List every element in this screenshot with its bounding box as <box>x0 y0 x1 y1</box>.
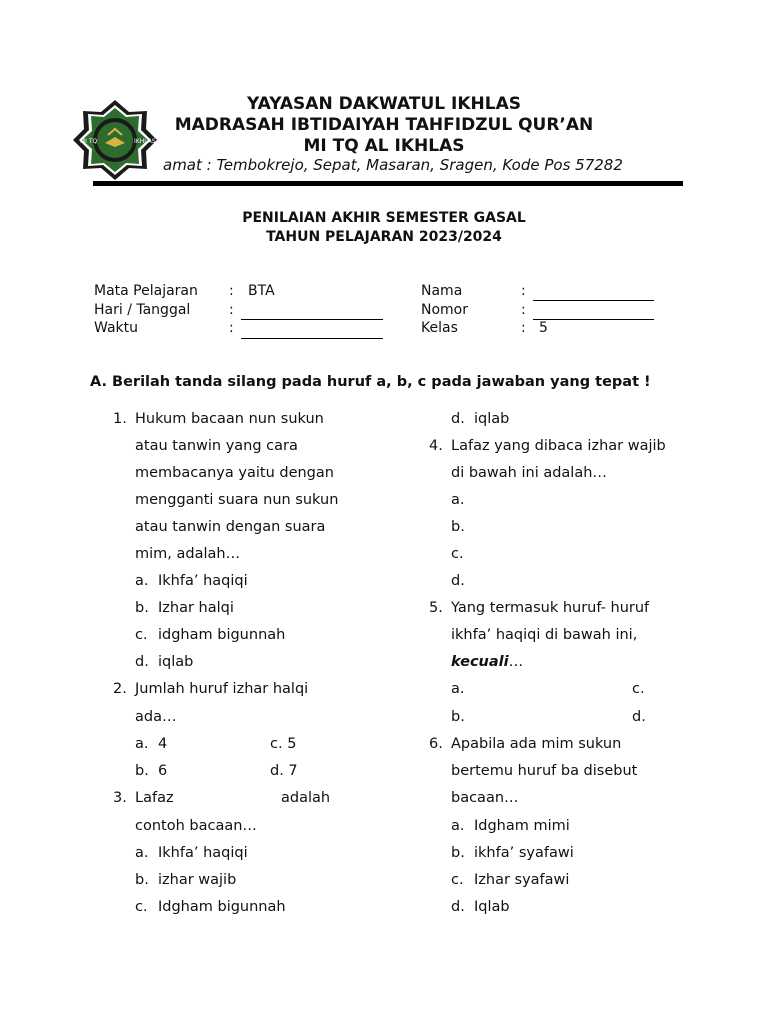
q1-option-letter[interactable]: b. <box>135 600 149 616</box>
q1-text-line: mim, adalah… <box>135 546 241 562</box>
exam-title: PENILAIAN AKHIR SEMESTER GASAL <box>242 210 526 226</box>
q4-option-letter[interactable]: c. <box>451 546 464 562</box>
q6-option-text: Izhar syafawi <box>474 872 570 888</box>
q3-option-text: iqlab <box>474 411 510 427</box>
name-label: Nama <box>421 283 463 299</box>
date-label: Hari / Tanggal <box>94 302 191 318</box>
q6-option-letter[interactable]: c. <box>451 872 464 888</box>
exam-year: TAHUN PELAJARAN 2023/2024 <box>266 229 502 245</box>
q2-text-line: ada… <box>135 709 177 725</box>
q2-option-d[interactable]: d. 7 <box>270 763 298 779</box>
q5-emphasis: kecuali <box>451 654 509 670</box>
q5-option-a[interactable]: a. <box>451 681 465 697</box>
q5-option-d[interactable]: d. <box>632 709 646 725</box>
q5-option-c[interactable]: c. <box>632 681 645 697</box>
logo-text-right: IKHLAS <box>134 138 156 145</box>
q2-option-b-letter[interactable]: b. <box>135 763 149 779</box>
subject-colon: : <box>229 283 234 299</box>
date-field[interactable] <box>241 319 383 320</box>
school-address: amat : Tembokrejo, Sepat, Masaran, Sragen, Kode Pos 57282 <box>163 156 623 174</box>
name-field[interactable] <box>533 300 654 301</box>
q4-option-letter[interactable]: a. <box>451 492 465 508</box>
q1-option-text: Izhar halqi <box>158 600 234 616</box>
class-value: 5 <box>539 320 548 336</box>
name-colon: : <box>521 283 526 299</box>
q1-number: 1. <box>113 411 127 427</box>
header-rule <box>93 181 683 186</box>
q5-text-line: Yang termasuk huruf- huruf <box>451 600 650 616</box>
foundation-name: YAYASAN DAKWATUL IKHLAS <box>247 94 521 114</box>
q1-option-text: idgham bigunnah <box>158 627 286 643</box>
q1-option-text: Ikhfa’ haqiqi <box>158 573 248 589</box>
q1-option-letter[interactable]: a. <box>135 573 149 589</box>
q4-option-letter[interactable]: b. <box>451 519 465 535</box>
q3-text-part: Lafaz <box>135 790 174 806</box>
q3-option-letter[interactable]: c. <box>135 899 148 915</box>
time-field[interactable] <box>241 338 383 339</box>
q3-option-letter[interactable]: b. <box>135 872 149 888</box>
q6-option-letter[interactable]: a. <box>451 818 465 834</box>
logo-text-left: MI TQ <box>80 138 98 145</box>
q6-text-line: bertemu huruf ba disebut <box>451 763 638 779</box>
q1-option-letter[interactable]: d. <box>135 654 149 670</box>
q1-text-line: membacanya yaitu dengan <box>135 465 334 481</box>
q6-option-text: Iqlab <box>474 899 510 915</box>
q1-option-letter[interactable]: c. <box>135 627 148 643</box>
q2-option-a-text: 4 <box>158 736 168 752</box>
school-short-name: MI TQ AL IKHLAS <box>303 136 465 156</box>
q2-option-a-letter[interactable]: a. <box>135 736 149 752</box>
time-label: Waktu <box>94 320 138 336</box>
q3-option-text: izhar wajib <box>158 872 237 888</box>
q6-option-text: Idgham mimi <box>474 818 570 834</box>
q5-text-line: ikhfa’ haqiqi di bawah ini, <box>451 627 638 643</box>
q2-option-b-text: 6 <box>158 763 168 779</box>
q4-text-line: Lafaz yang dibaca izhar wajib <box>451 438 666 454</box>
q1-text-line: Hukum bacaan nun sukun <box>135 411 324 427</box>
q5-emphasis-tail: … <box>508 654 524 670</box>
class-colon: : <box>521 320 526 336</box>
school-name: MADRASAH IBTIDAIYAH TAHFIDZUL QUR’AN <box>174 115 594 135</box>
subject-value: BTA <box>248 283 275 299</box>
q2-option-c[interactable]: c. 5 <box>270 736 297 752</box>
q4-number: 4. <box>429 438 443 454</box>
q3-text-line: contoh bacaan… <box>135 818 257 834</box>
time-colon: : <box>229 320 234 336</box>
q3-option-text: Ikhfa’ haqiqi <box>158 845 248 861</box>
q3-number: 3. <box>113 790 127 806</box>
number-colon: : <box>521 302 526 318</box>
q3-option-letter[interactable]: d. <box>451 411 465 427</box>
q1-text-line: mengganti suara nun sukun <box>135 492 339 508</box>
q6-number: 6. <box>429 736 443 752</box>
number-label: Nomor <box>421 302 468 318</box>
q1-option-text: iqlab <box>158 654 194 670</box>
q2-text-line: Jumlah huruf izhar halqi <box>135 681 309 697</box>
q1-text-line: atau tanwin yang cara <box>135 438 298 454</box>
q3-option-text: Idgham bigunnah <box>158 899 286 915</box>
q4-option-letter[interactable]: d. <box>451 573 465 589</box>
q6-option-text: ikhfa’ syafawi <box>474 845 574 861</box>
q6-text-line: Apabila ada mim sukun <box>451 736 622 752</box>
q6-option-letter[interactable]: b. <box>451 845 465 861</box>
q4-text-line: di bawah ini adalah… <box>451 465 607 481</box>
date-colon: : <box>229 302 234 318</box>
q2-number: 2. <box>113 681 127 697</box>
q6-option-letter[interactable]: d. <box>451 899 465 915</box>
q6-text-line: bacaan… <box>451 790 519 806</box>
q3-text-part: adalah <box>281 790 331 806</box>
number-field[interactable] <box>533 319 654 320</box>
section-a-instruction: A. Berilah tanda silang pada huruf a, b, c pada jawaban yang tepat ! <box>90 374 651 390</box>
class-label: Kelas <box>421 320 458 336</box>
q5-number: 5. <box>429 600 443 616</box>
subject-label: Mata Pelajaran <box>94 283 198 299</box>
q5-option-b[interactable]: b. <box>451 709 465 725</box>
q1-text-line: atau tanwin dengan suara <box>135 519 326 535</box>
q3-option-letter[interactable]: a. <box>135 845 149 861</box>
